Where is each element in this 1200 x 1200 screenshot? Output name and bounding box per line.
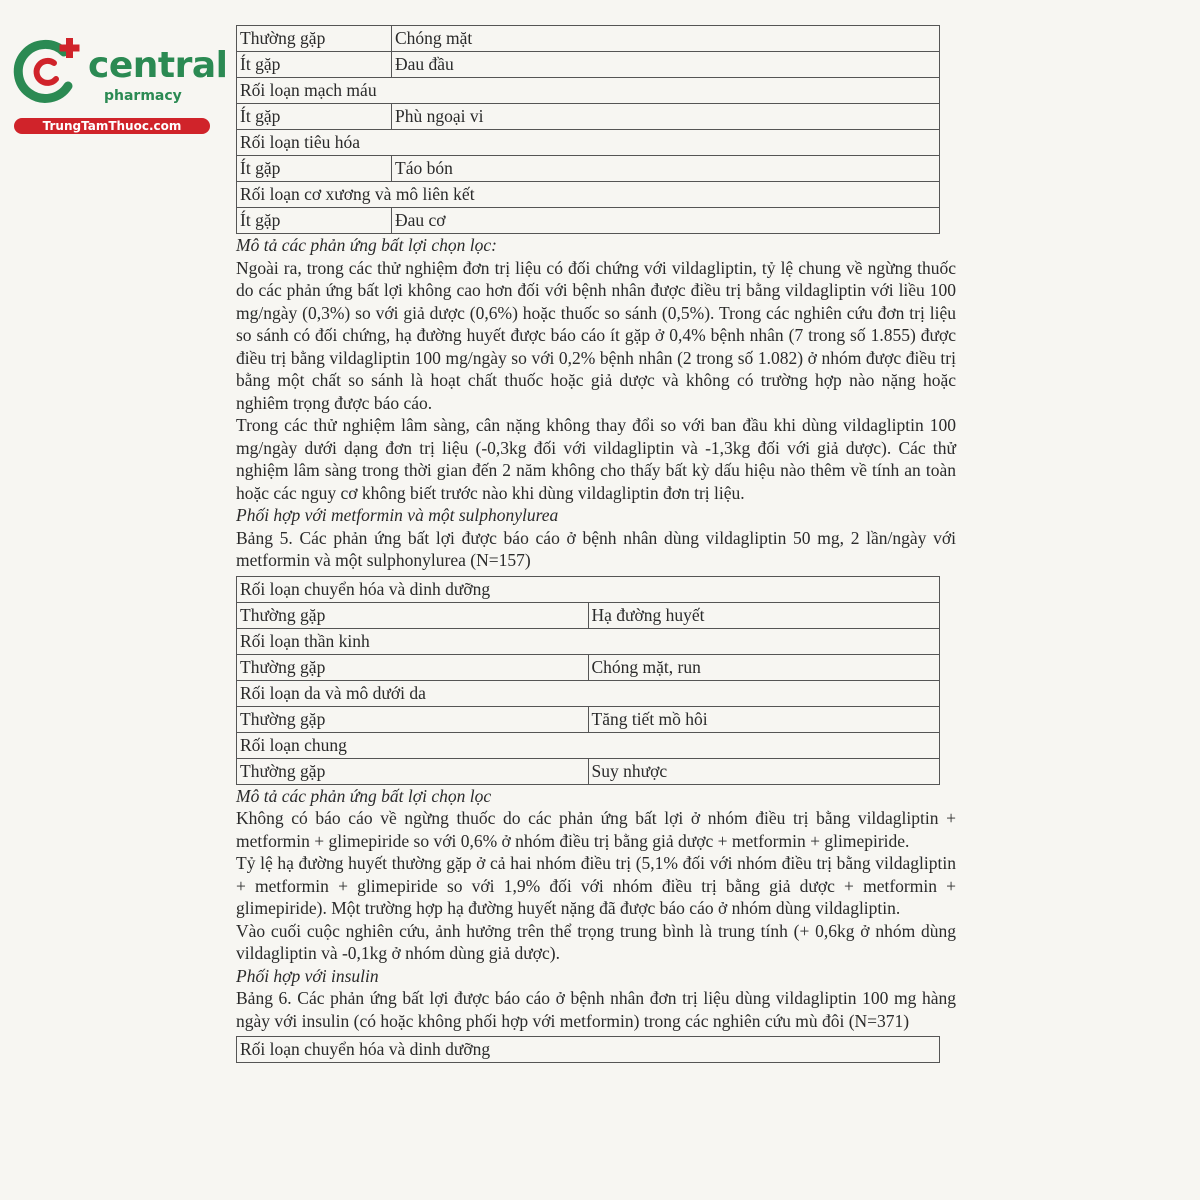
category-cell: Rối loạn tiêu hóa: [237, 130, 940, 156]
brand-logo[interactable]: [12, 38, 228, 138]
frequency-cell: Ít gặp: [237, 156, 392, 182]
paragraph: Ngoài ra, trong các thử nghiệm đơn trị liệu có đối chứng với vildagliptin, tỷ lệ chung về ngừng thuốc do các phản ứng bất lợi không cao hơn đối với bệnh nhân được điều trị bằng vildagliptin với liều 100 mg/ngày (0,3%) so với giả dược (0,6%) hoặc thuốc so sánh (0,5%). Trong các nghiên cứu đơn trị liệu so sánh có đối chứng, hạ đường huyết được báo cáo ít gặp ở 0,4% bệnh nhân (7 trong số 1.855) được điều trị bằng vildagliptin 100 mg/ngày so với 0,2% bệnh nhân (2 trong số 1.082) ở nhóm được điều trị bằng một chất so sánh là hoạt chất thuốc hoặc giả dược và không có trường hợp nào nặng hoặc nghiêm trọng được báo cáo.: [236, 257, 956, 413]
frequency-cell: Thường gặp: [237, 758, 589, 784]
reaction-cell: Chóng mặt: [392, 26, 940, 52]
paragraph: Tỷ lệ hạ đường huyết thường gặp ở cả hai nhóm điều trị (5,1% đối với nhóm điều trị bằng vildagliptin + metformin + glimepiride so với 1,9% đối với nhóm điều trị bằng giả dược + metformin + glimepiride). Một trường hợp hạ đường huyết nặng đã được báo cáo ở nhóm dùng vildagliptin.: [236, 853, 956, 918]
category-cell: Rối loạn cơ xương và mô liên kết: [237, 182, 940, 208]
table-row: [237, 654, 940, 680]
table-row: [237, 680, 940, 706]
pharmacy-cross-logo-icon: [12, 38, 86, 108]
section-heading: Mô tả các phản ứng bất lợi chọn lọc:: [236, 235, 497, 255]
table-row: [237, 104, 940, 130]
frequency-cell: Thường gặp: [237, 602, 589, 628]
table-row: [237, 706, 940, 732]
table-row: [237, 1037, 940, 1063]
table-caption: Bảng 5. Các phản ứng bất lợi được báo cáo ở bệnh nhân dùng vildagliptin 50 mg, 2 lần/ngày với metformin và một sulphonylurea (N=157): [236, 527, 956, 570]
brand-name: central: [88, 45, 228, 86]
paragraph: Trong các thử nghiệm lâm sàng, cân nặng không thay đổi so với ban đầu khi dùng vildagliptin 100 mg/ngày dưới dạng đơn trị liệu (-0,3kg đối với vildagliptin và -1,3kg đối với giả dược). Các thử nghiệm lâm sàng trong thời gian đến 2 năm không cho thấy bất kỳ dấu hiệu nào thêm về tính an toàn hoặc các nguy cơ không biết trước nào khi dùng vildagliptin đơn trị liệu.: [236, 415, 956, 503]
category-cell: Rối loạn da và mô dưới da: [237, 680, 940, 706]
paragraph: Không có báo cáo về ngừng thuốc do các phản ứng bất lợi ở nhóm điều trị bằng vildagliptin + metformin + glimepiride so với 0,6% ở nhóm điều trị bằng giả dược + metformin + glimepiride.: [236, 808, 956, 851]
frequency-cell: Thường gặp: [237, 654, 589, 680]
brand-subtitle: pharmacy: [104, 88, 182, 104]
category-cell: Rối loạn mạch máu: [237, 78, 940, 104]
table-row: [237, 156, 940, 182]
frequency-cell: Ít gặp: [237, 104, 392, 130]
adverse-reactions-table-6: [236, 1036, 940, 1063]
reaction-cell: Tăng tiết mồ hôi: [588, 706, 940, 732]
frequency-cell: Ít gặp: [237, 52, 392, 78]
frequency-cell: Thường gặp: [237, 26, 392, 52]
adverse-reactions-table-1: [236, 25, 940, 234]
document-body: [236, 25, 956, 1063]
table-row: [237, 26, 940, 52]
table-caption: Bảng 6. Các phản ứng bất lợi được báo cáo ở bệnh nhân đơn trị liệu dùng vildagliptin 100 mg hàng ngày với insulin (có hoặc không phối hợp với metformin) trong các nghiên cứu mù đôi (N=371): [236, 988, 956, 1031]
frequency-cell: Thường gặp: [237, 706, 589, 732]
table-row: [237, 52, 940, 78]
table-row: [237, 182, 940, 208]
table-row: [237, 628, 940, 654]
reaction-cell: Hạ đường huyết: [588, 602, 940, 628]
reaction-cell: Suy nhược: [588, 758, 940, 784]
table-row: [237, 602, 940, 628]
frequency-cell: Ít gặp: [237, 208, 392, 234]
table-row: [237, 576, 940, 602]
table-row: [237, 78, 940, 104]
reaction-cell: Chóng mặt, run: [588, 654, 940, 680]
category-cell: Rối loạn chuyển hóa và dinh dưỡng: [237, 1037, 940, 1063]
table-row: [237, 208, 940, 234]
category-cell: Rối loạn chung: [237, 732, 940, 758]
section-heading: Phối hợp với metformin và một sulphonylurea: [236, 505, 559, 525]
adverse-reactions-table-5: [236, 576, 940, 785]
table-row: [237, 130, 940, 156]
category-cell: Rối loạn chuyển hóa và dinh dưỡng: [237, 576, 940, 602]
table-row: [237, 758, 940, 784]
table-row: [237, 732, 940, 758]
category-cell: Rối loạn thần kinh: [237, 628, 940, 654]
section-heading: Phối hợp với insulin: [236, 965, 379, 986]
paragraph: Vào cuối cuộc nghiên cứu, ảnh hưởng trên thể trọng trung bình là trung tính (+ 0,6kg ở nhóm dùng vildagliptin và -0,1kg ở nhóm dùng giả dược).: [236, 920, 956, 963]
reaction-cell: Phù ngoại vi: [392, 104, 940, 130]
reaction-cell: Đau đầu: [392, 52, 940, 78]
reaction-cell: Đau cơ: [392, 208, 940, 234]
brand-url[interactable]: TrungTamThuoc.com: [14, 118, 210, 134]
section-heading: Mô tả các phản ứng bất lợi chọn lọc: [236, 785, 492, 806]
reaction-cell: Táo bón: [392, 156, 940, 182]
